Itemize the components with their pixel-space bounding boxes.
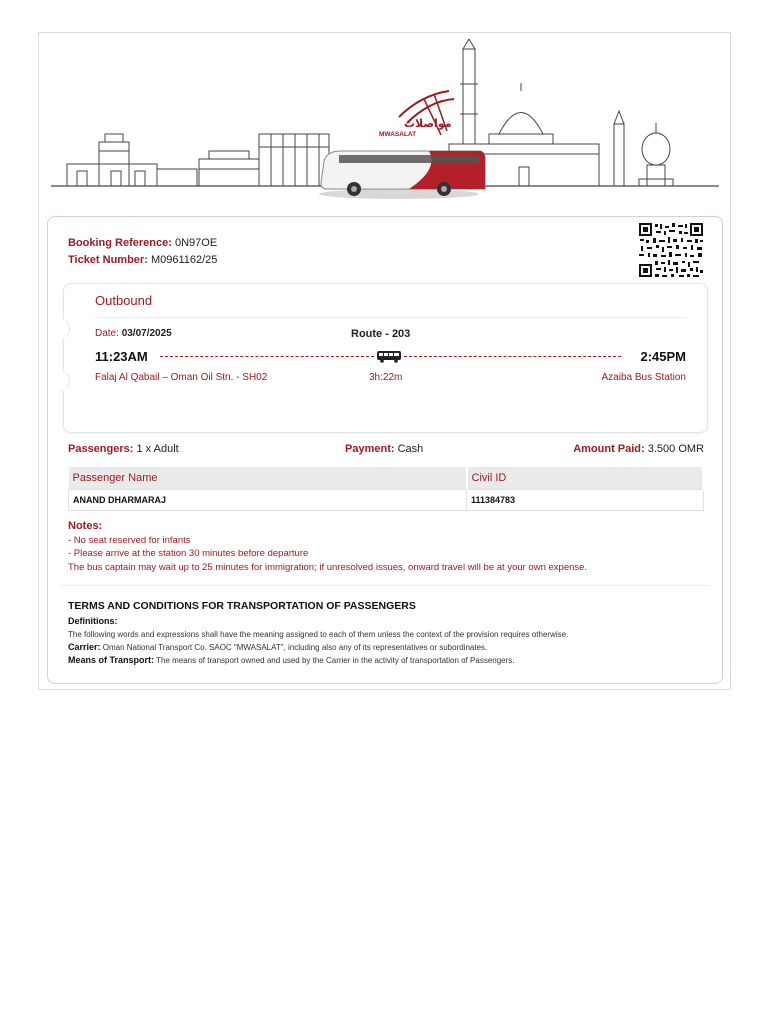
terms-section [68, 600, 708, 667]
ticket-notch [58, 318, 70, 340]
note-item: The bus captain may wait up to 25 minutes for immigration; if unresolved issues, onward travel will be at your own expense. [68, 561, 588, 573]
svg-text:مواصلات: مواصلات [404, 117, 452, 130]
header-banner [49, 39, 721, 209]
amount-paid [573, 443, 704, 455]
column-header: Passenger Name [69, 467, 467, 489]
carrier-label: Carrier: [68, 642, 101, 652]
booking-reference-value: 0N97OE [174, 237, 218, 249]
arrival-time: 2:45PM [640, 349, 686, 364]
means-of-transport-label: Means of Transport: [68, 655, 155, 665]
skyline-illustration [49, 39, 721, 209]
journey-date-label: Date: [95, 328, 119, 339]
booking-reference [68, 237, 217, 249]
payment-method [345, 443, 423, 455]
table-header-row [69, 467, 704, 489]
journey-date [95, 328, 172, 339]
ticket-notch [58, 370, 70, 392]
ticket-number-label: Ticket Number: [68, 254, 148, 266]
departure-time: 11:23AM [95, 349, 148, 364]
means-of-transport-definition [68, 654, 708, 667]
passenger-count-label: Passengers: [68, 443, 134, 455]
destination-station: Azaiba Bus Station [601, 372, 686, 383]
divider [95, 317, 687, 318]
mwasalat-logo [379, 91, 454, 138]
svg-text:MWASALAT: MWASALAT [379, 131, 417, 138]
trip-duration: 3h:22m [369, 372, 403, 383]
qr-code-icon [638, 222, 704, 278]
route-number: Route - 203 [351, 328, 411, 340]
passenger-name-cell: ANAND DHARMARAJ [69, 489, 467, 510]
terms-heading: TERMS AND CONDITIONS FOR TRANSPORTATION OF PASSENGERS [68, 600, 416, 612]
column-header: Civil ID [467, 467, 704, 489]
carrier-text: Oman National Transport Co. SAOC "MWASALAT", including also any of its representatives or subordinates. [102, 643, 488, 652]
payment-method-label: Payment: [345, 443, 395, 455]
journey-date-value: 03/07/2025 [121, 328, 172, 339]
booking-reference-label: Booking Reference: [68, 237, 172, 249]
notes-heading: Notes: [68, 520, 103, 532]
route-line-left [160, 356, 374, 357]
bus-illustration [319, 151, 485, 199]
amount-paid-value: 3.500 OMR [647, 443, 704, 455]
payment-method-value: Cash [397, 443, 424, 455]
passenger-count-value: 1 x Adult [136, 443, 179, 455]
bus-icon [376, 350, 402, 363]
note-item: - No seat reserved for infants [68, 534, 191, 546]
notes-section [68, 520, 587, 574]
journey-title: Outbound [95, 293, 153, 308]
divider [60, 585, 710, 586]
means-of-transport-text: The means of transport owned and used by the Carrier in the activity of transportation of Passengers. [156, 656, 515, 665]
passenger-table [68, 467, 704, 511]
table-row [69, 489, 704, 510]
definitions-label: Definitions: [68, 616, 118, 626]
note-item: - Please arrive at the station 30 minutes before departure [68, 548, 309, 559]
ticket-number [68, 254, 217, 266]
outbound-journey-card [63, 283, 708, 433]
origin-station: Falaj Al Qabail – Oman Oil Stn. - SH02 [95, 372, 268, 383]
ticket-page [38, 32, 731, 690]
definitions-text: The following words and expressions shall have the meaning assigned to each of them unless the context of the provision requires otherwise. [68, 630, 569, 639]
route-line-right [404, 356, 621, 357]
carrier-definition [68, 641, 708, 654]
amount-paid-label: Amount Paid: [573, 443, 645, 455]
ticket-card [47, 216, 723, 684]
civil-id-cell: 111384783 [467, 489, 704, 510]
passenger-count [68, 443, 179, 455]
ticket-number-value: M0961162/25 [150, 254, 218, 266]
